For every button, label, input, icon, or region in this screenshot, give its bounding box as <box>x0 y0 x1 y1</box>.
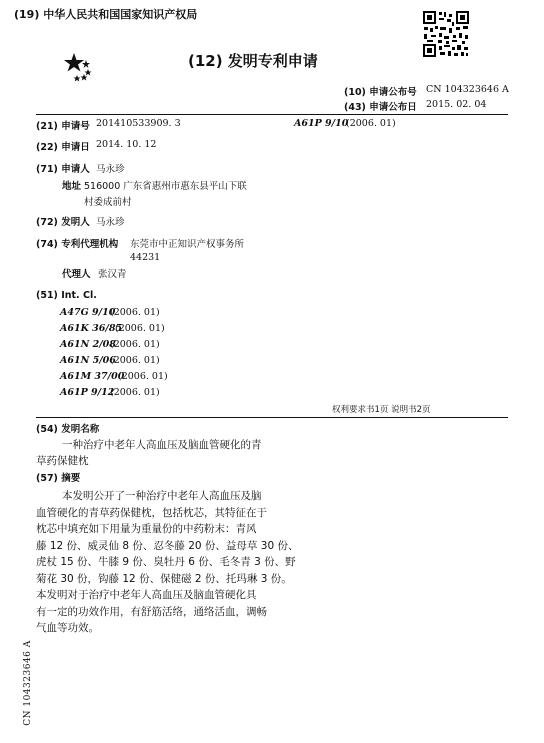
ipc-code: A61K 36/85 <box>60 323 123 334</box>
ipc-main-version: (2006. 01) <box>346 118 396 129</box>
agent: 张汉青 <box>98 269 127 280</box>
ipc-main-code: A61P 9/10 <box>294 118 349 129</box>
abstract-line: 虎杖 15 份、牛膝 9 份、臭牡丹 6 份、毛冬青 3 份、野 <box>36 556 296 568</box>
abstract-line: 有一定的功效作用，有舒筋活络，通络活血，调畅 <box>36 605 267 618</box>
invention-title-line-2: 草药保健枕 <box>36 455 89 467</box>
ipc-code: A47G 9/10 <box>60 307 116 318</box>
ipc-code: A61N 5/06 <box>60 355 116 366</box>
agency: 东莞市中正知识产权事务所 <box>130 239 245 250</box>
address-line-1: 516000 广东省惠州市惠东县平山下联 <box>84 181 247 192</box>
address-line-2: 村委成前村 <box>84 197 132 208</box>
abstract-line: 枕芯中填充如下用量为重量份的中药粉末：青风 <box>36 523 257 535</box>
filing-date-label: (22) 申请日 <box>36 142 90 153</box>
side-publication-number: CN 104323646 A <box>23 640 33 726</box>
header-rule <box>36 114 508 115</box>
applicant-label: (71) 申请人 <box>36 164 90 175</box>
ipc-version: (2006. 01) <box>110 355 160 366</box>
abstract-line: 本发明对于治疗中老年人高血压及脑血管硬化具 <box>36 589 257 601</box>
agency-code: 44231 <box>130 252 161 263</box>
applicant: 马永珍 <box>96 164 125 175</box>
pub-date: 2015. 02. 04 <box>426 99 487 110</box>
ipc-version: (2006. 01) <box>110 339 160 350</box>
qr-code-icon <box>422 10 470 58</box>
invention-title-line-1: 一种治疗中老年人高血压及脑血管硬化的青 <box>62 439 262 451</box>
ipc-code: A61N 2/08 <box>60 339 116 350</box>
abstract-line: 藤 12 份、威灵仙 8 份、忍冬藤 20 份、益母草 30 份、 <box>36 539 299 552</box>
biblio-rule <box>36 417 508 418</box>
pub-date-label: (43) 申请公布日 <box>344 102 417 113</box>
inventor-label: (72) 发明人 <box>36 217 90 228</box>
filing-date: 2014. 10. 12 <box>96 139 157 150</box>
abstract-line: 菊花 30 份，钩藤 12 份、保健磁 2 份、托玛琳 3 份。 <box>36 572 292 585</box>
emblem-icon <box>62 52 92 82</box>
pub-number-label: (10) 申请公布号 <box>344 87 417 98</box>
int-cl-label: (51) Int. Cl. <box>36 290 97 301</box>
ipc-version: (2006. 01) <box>118 371 168 382</box>
abstract-line: 本发明公开了一种治疗中老年人高血压及脑 <box>62 490 262 502</box>
pub-number: CN 104323646 A <box>426 84 509 95</box>
ipc-version: (2006. 01) <box>115 323 165 334</box>
abstract-line: 血管硬化的青草药保健枕，包括枕芯，其特征在于 <box>36 506 267 519</box>
office-name: (19) 中华人民共和国国家知识产权局 <box>14 8 198 21</box>
ipc-code: A61M 37/00 <box>60 371 125 382</box>
document-type: (12) 发明专利申请 <box>188 52 318 70</box>
pages-note: 权利要求书1页 说明书2页 <box>332 405 431 415</box>
invention-title-label: (54) 发明名称 <box>36 424 100 435</box>
app-number: 201410533909. 3 <box>96 118 181 129</box>
ipc-code: A61P 9/12 <box>60 387 115 398</box>
abstract-line: 气血等功效。 <box>36 622 99 634</box>
agent-label: 代理人 <box>62 269 91 280</box>
abstract-label: (57) 摘要 <box>36 473 81 484</box>
address-label: 地址 <box>62 181 82 192</box>
inventor: 马永珍 <box>96 217 125 228</box>
app-number-label: (21) 申请号 <box>36 121 90 132</box>
ipc-version: (2006. 01) <box>110 307 160 318</box>
agency-label: (74) 专利代理机构 <box>36 239 119 250</box>
ipc-version: (2006. 01) <box>110 387 160 398</box>
